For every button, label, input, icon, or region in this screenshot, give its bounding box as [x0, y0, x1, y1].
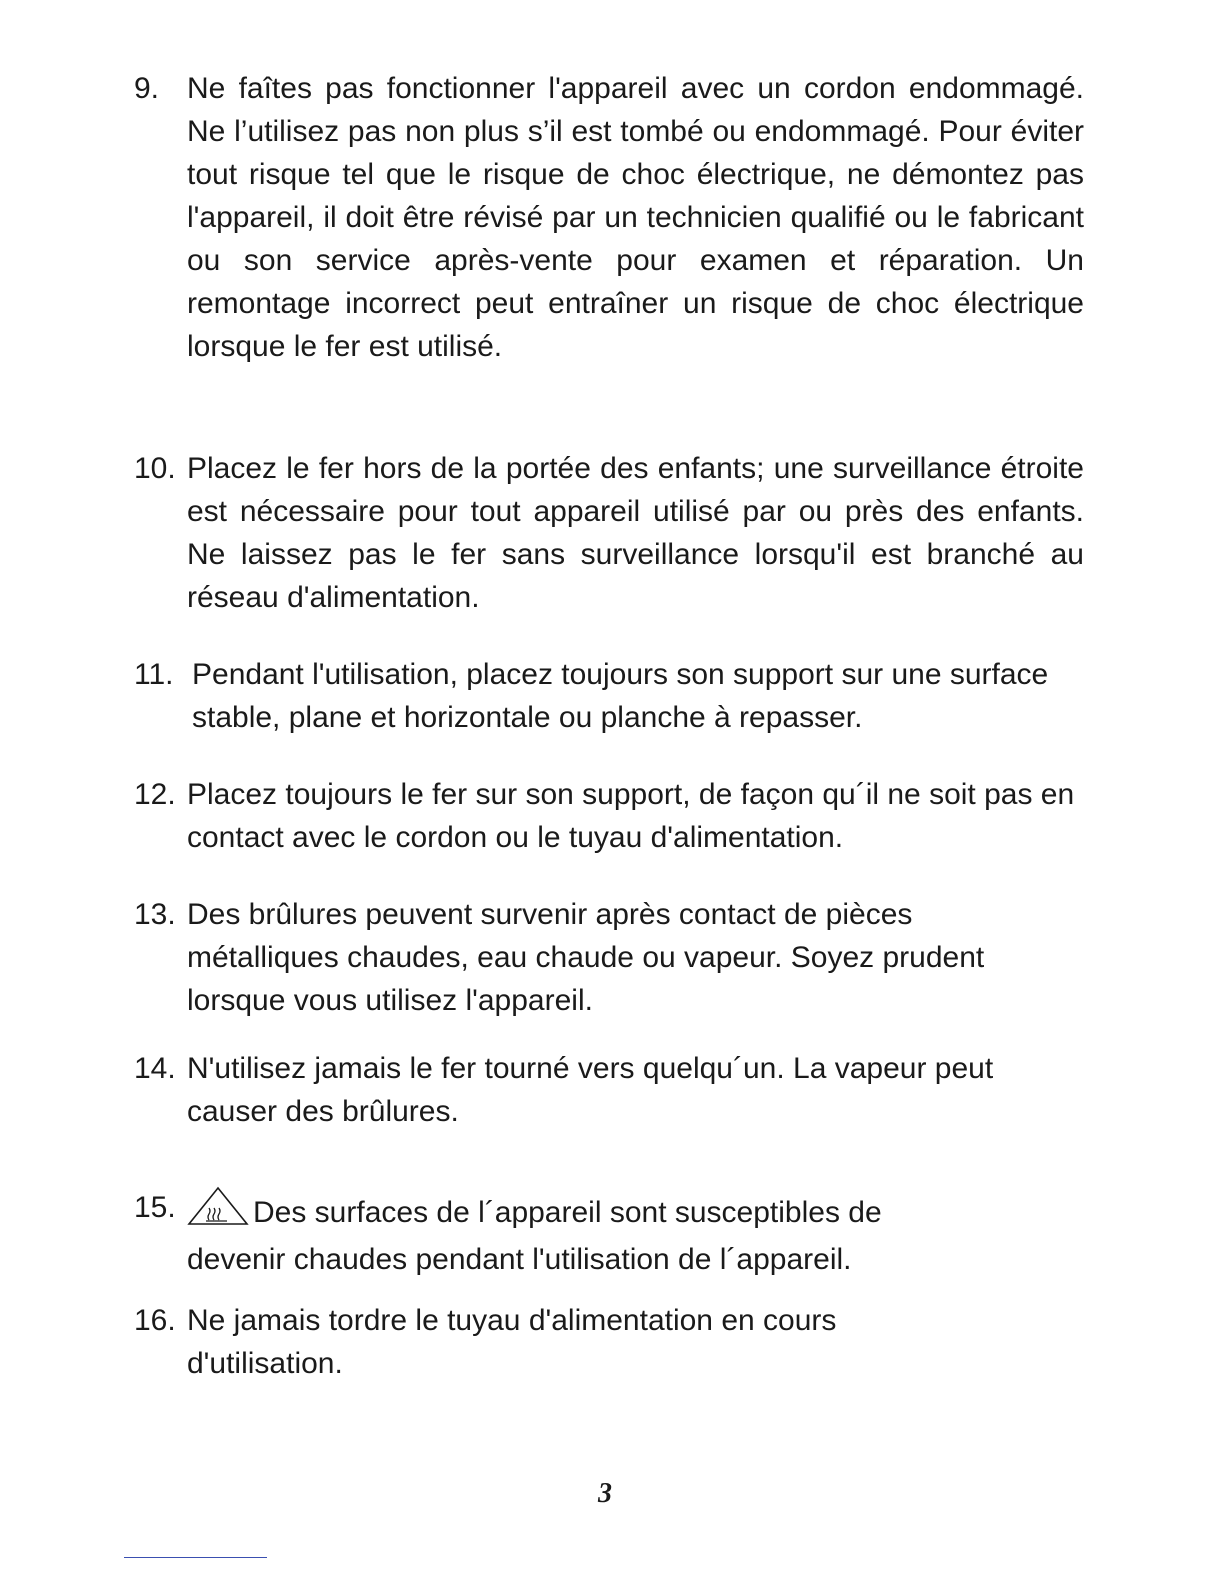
footer-rule — [124, 1557, 267, 1558]
item-text: Pendant l'utilisation, placez toujours son support sur une surface stable, plane et horizontale ou planche à repasser. — [192, 658, 1049, 734]
item-number: 15. — [134, 1191, 176, 1224]
safety-item-14 — [134, 1047, 1084, 1133]
item-number: 13. — [134, 898, 176, 931]
safety-item-15 — [134, 1186, 1084, 1281]
safety-item-9 — [134, 67, 1084, 368]
item-number: 16. — [134, 1304, 176, 1337]
item-text: Placez toujours le fer sur son support, de façon qu´il ne soit pas en contact avec le cordon ou le tuyau d'alimentation. — [187, 778, 1075, 854]
safety-item-13 — [134, 893, 1084, 1022]
item-number: 10. — [134, 452, 176, 485]
item-text: Ne faîtes pas fonctionner l'appareil avec un cordon endommagé. Ne l’utilisez pas non plus s’il est tombé ou endommagé. Pour éviter tout risque tel que le risque de choc électrique, ne démontez pas l'appareil, il doit être révisé par un technicien qualifié ou le fabricant ou son service après-vente pour examen et réparation. Un remontage incorrect peut entraîner un risque de choc électrique lorsque le fer est utilisé. — [187, 72, 1084, 363]
safety-item-11 — [134, 653, 1084, 739]
item-text: N'utilisez jamais le fer tourné vers quelqu´un. La vapeur peut causer des brûlures. — [187, 1052, 994, 1128]
item-text: Des surfaces de l´appareil sont susceptibles de devenir chaudes pendant l'utilisation de l´appareil. — [187, 1196, 882, 1276]
safety-item-10 — [134, 447, 1084, 619]
hot-surface-warning-icon — [187, 1186, 249, 1238]
item-number: 11. — [134, 658, 174, 691]
item-number: 14. — [134, 1052, 176, 1085]
safety-item-16 — [134, 1299, 1084, 1385]
item-number: 9. — [134, 72, 160, 105]
item-number: 12. — [134, 778, 176, 811]
item-text: Ne jamais tordre le tuyau d'alimentation en cours d'utilisation. — [187, 1304, 837, 1380]
item-text: Placez le fer hors de la portée des enfants; une surveillance étroite est nécessaire pour tout appareil utilisé par ou près des enfants. Ne laissez pas le fer sans surveillance lorsqu'il est branché au réseau d'alimentation. — [187, 452, 1084, 614]
safety-item-12 — [134, 773, 1084, 859]
item-text: Des brûlures peuvent survenir après contact de pièces métalliques chaudes, eau chaude ou vapeur. Soyez prudent lorsque vous utilisez l'appareil. — [187, 898, 985, 1017]
page-number: 3 — [598, 1478, 612, 1509]
item-text-wrapper — [187, 1186, 967, 1281]
